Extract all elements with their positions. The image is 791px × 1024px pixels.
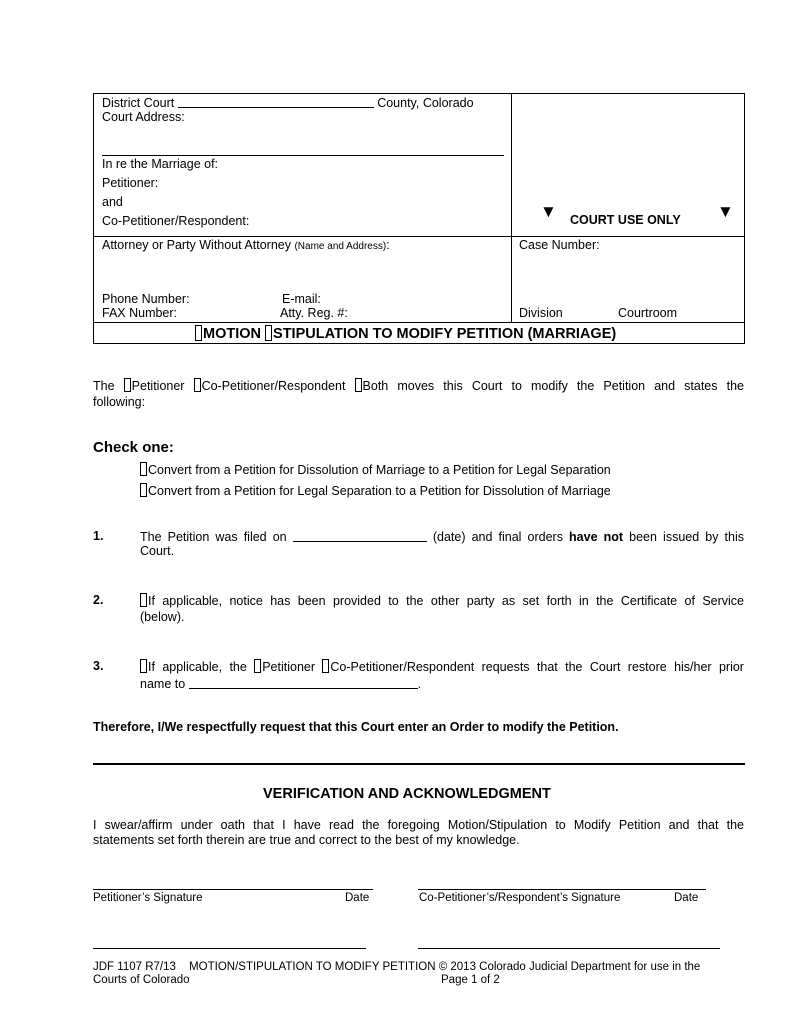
stipulation-checkbox[interactable] [265,325,272,341]
county-suffix: County, Colorado [377,96,474,110]
item-1-number: 1. [93,529,104,543]
atty-reg-label: Atty. Reg. #: [280,306,348,320]
item-1-have-not: have not [569,530,624,544]
district-court-line [102,95,474,110]
intro-both-checkbox[interactable] [355,378,362,392]
intro-co-petitioner-checkbox[interactable] [194,378,201,392]
item-2-line [140,593,744,608]
attorney-label-line [102,238,390,252]
item-3-name-to: name to [140,677,186,691]
item-1-text-a: The Petition was filed on [140,530,287,544]
item-3-text-c: Co-Petitioner/Respondent requests that the Court restore his/her prior [330,660,744,674]
therefore-statement: Therefore, I/We respectfully request that this Court enter an Order to modify the Petition. [93,720,619,734]
option-1-checkbox[interactable] [140,462,147,476]
option-1-label: Convert from a Petition for Dissolution of Marriage to a Petition for Legal Separation [148,463,611,477]
attorney-label: Attorney or Party Without Attorney [102,238,291,252]
footer-page-number: Page 1 of 2 [441,974,500,986]
co-petitioner-signature-line[interactable] [418,889,706,890]
title-stipulation: STIPULATION TO MODIFY PETITION (MARRIAGE) [273,326,617,342]
triangle-down-icon: ▼ [540,202,557,221]
co-petitioner-label: Co-Petitioner/Respondent: [102,214,250,228]
intro-petitioner: Petitioner [131,379,185,393]
option-2-label: Convert from a Petition for Legal Separation to a Petition for Dissolution of Marriage [148,484,611,498]
court-address-label: Court Address: [102,110,185,124]
item-3-line2 [140,676,421,691]
footer-courts-label: Courts of Colorado [93,974,190,986]
item-3-text-a: If applicable, the [148,660,247,674]
fax-number-label: FAX Number: [102,306,178,320]
caption-divider-title [93,322,745,323]
attorney-colon: : [386,238,390,252]
courtroom-label: Courtroom [618,306,678,320]
verification-line2: statements set forth therein are true and correct to the best of my knowledge. [93,833,520,847]
section-divider [93,763,745,765]
county-blank[interactable] [178,95,374,108]
division-label: Division [519,306,563,320]
filed-date-blank[interactable] [293,529,427,542]
phone-number-label: Phone Number: [102,292,190,306]
check-one-option-1 [140,462,611,477]
item-3-text-b: Petitioner [262,660,316,674]
intro-the: The [93,379,115,393]
court-use-only-label: COURT USE ONLY [570,213,681,227]
petitioner-date-label: Date [345,892,370,904]
email-label: E-mail: [282,292,321,306]
and-label: and [102,195,123,209]
caption-divider-vertical [511,93,512,323]
item-2-number: 2. [93,593,104,607]
intro-both: Both [362,379,389,393]
footer-rule-left [93,948,366,949]
case-number-label: Case Number: [519,238,600,252]
item-3-line [140,659,744,674]
check-one-heading: Check one: [93,439,174,456]
item-1-text-b: (date) and final orders [432,530,563,544]
form-title [195,325,616,342]
footer-rule-right [418,948,720,949]
footer-title: MOTION/STIPULATION TO MODIFY PETITION © 2013 Colorado Judicial Department for use in the [189,961,701,973]
item-1-line2: Court. [140,544,175,558]
item-3-number: 3. [93,659,104,673]
footer-form-id: JDF 1107 R7/13 [93,961,176,973]
item-3-petitioner-checkbox[interactable] [254,659,261,673]
item-2-checkbox[interactable] [140,593,147,607]
petitioner-label: Petitioner: [102,176,159,190]
prior-name-blank[interactable] [189,676,418,689]
item-2-line2: (below). [140,610,185,624]
in-re-marriage-label: In re the Marriage of: [102,157,219,171]
item-3-co-petitioner-checkbox[interactable] [322,659,329,673]
verification-heading: VERIFICATION AND ACKNOWLEDGMENT [263,786,551,802]
co-petitioner-signature-label: Co-Petitioner’s/Respondent’s Signature [419,892,621,904]
motion-checkbox[interactable] [195,325,202,341]
item-1-text-c: been issued by this [629,530,744,544]
footer-line1 [93,961,700,973]
verification-line1: I swear/affirm under oath that I have read the foregoing Motion/Stipulation to Modify Petition and that the [93,818,744,832]
intro-line [93,378,744,393]
co-petitioner-date-label: Date [674,892,699,904]
intro-co-petitioner: Co-Petitioner/Respondent [201,379,346,393]
intro-petitioner-checkbox[interactable] [124,378,131,392]
petitioner-signature-line[interactable] [93,889,373,890]
item-3-checkbox[interactable] [140,659,147,673]
option-2-checkbox[interactable] [140,483,147,497]
caption-divider-row1 [93,236,745,237]
item-2-text: If applicable, notice has been provided to the other party as set forth in the Certificate of Service [148,594,744,608]
intro-rest: moves this Court to modify the Petition and states the [397,379,744,393]
title-motion: MOTION [203,326,261,342]
court-address-underline[interactable] [102,155,504,156]
district-court-label: District Court [102,96,175,110]
attorney-sublabel: (Name and Address) [294,241,387,252]
triangle-down-icon: ▼ [717,202,734,221]
petitioner-signature-label: Petitioner’s Signature [93,892,203,904]
item-1-line [140,529,744,544]
intro-line2: following: [93,395,146,409]
item-3-period: . [417,677,422,691]
check-one-option-2 [140,483,611,498]
